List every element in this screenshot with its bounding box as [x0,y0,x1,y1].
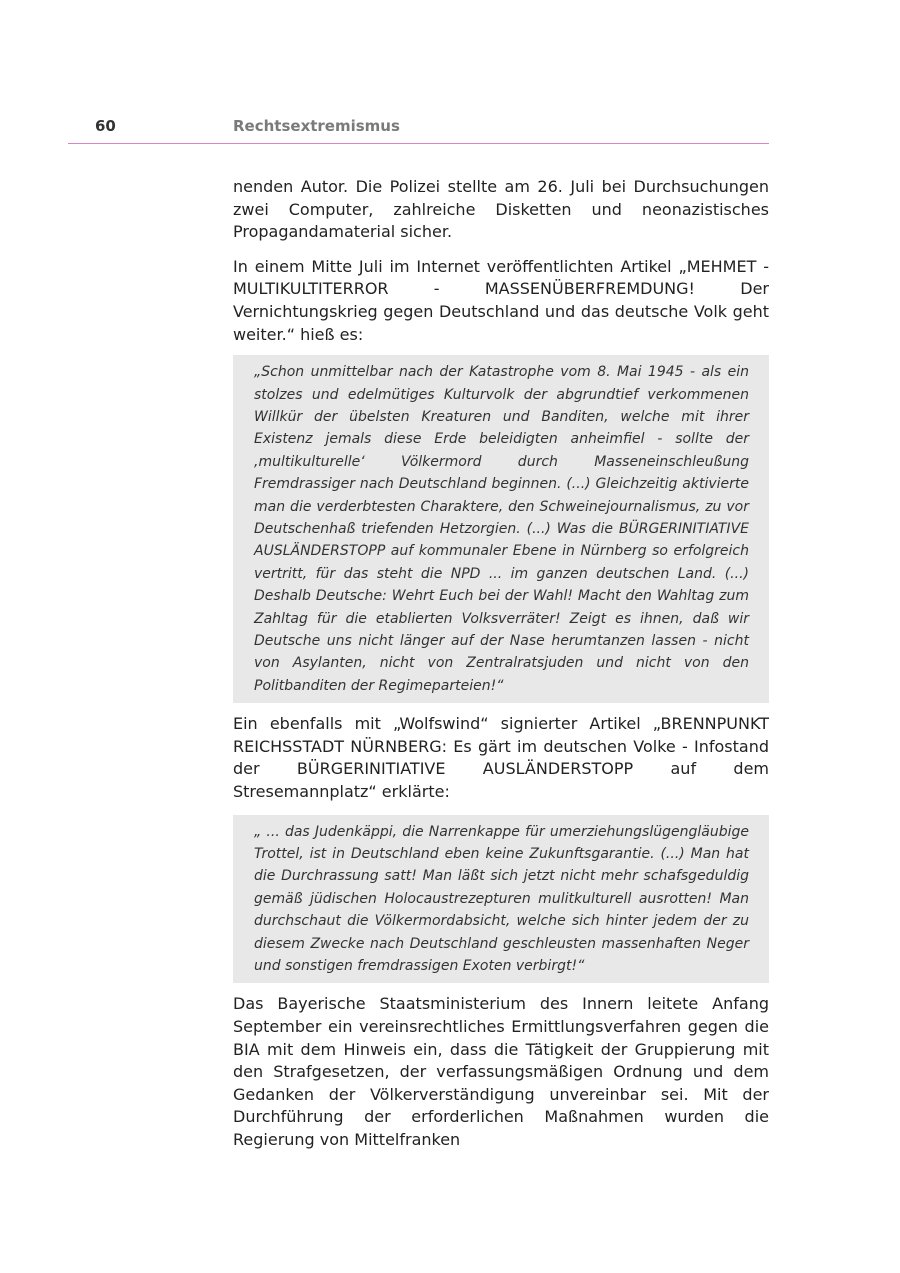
page-content [233,176,769,1152]
body-paragraph-2: In einem Mitte Juli im Internet veröffentlichten Artikel „MEHMET - MULTIKULTITERROR - MASSENÜBERFREMDUNG! Der Vernichtungskrieg gegen Deutschland und das deutsche Volk geht weiter.“ hieß es: [233,256,769,344]
block-quote-2-text: „ ... das Judenkäppi, die Narrenkappe für umerziehungslügengläubige Trottel, ist in Deutschland eben keine Zukunftsgarantie. (...) Man hat die Durchrassung satt! Man läßt sich jetzt nicht mehr schafsgeduldig gemäß jüdischen Holocaustrezepturen mulitkulturell ausrotten! Man durchschaut die Völkermordabsicht, welche sich hinter jedem der zu diesem Zwecke nach Deutschland geschleusten massenhaften Neger und sonstigen fremdrassigen Exoten verbirgt!“ [254,823,749,975]
block-quote-1-text: „Schon unmittelbar nach der Katastrophe vom 8. Mai 1945 - als ein stolzes und edelmütiges Kulturvolk der abgrundtief verkommenen Willkür der übelsten Kreaturen und Banditen, welche mit ihrer Existenz jemals diese Erde beleidigten anheimfiel - sollte der ‚multikulturelle‘ Völkermord durch Masseneinschleußung Fremdrassiger nach Deutschland beginnen. (...) Gleichzeitig aktivierte man die verderbtesten Charaktere, den Schweinejournalismus, zu vor Deutschenhaß triefenden Hetzorgien. (...) Was die BÜRGERINITIATIVE AUSLÄNDERSTOPP auf kommunaler Ebene in Nürnberg so erfolgreich vertritt, für das steht die NPD ... im ganzen deutschen Land. (...) Deshalb Deutsche: Wehrt Euch bei der Wahl! Macht den Wahltag zum Zahltag für die etablierten Volksverräter! Zeigt es ihnen, daß wir Deutsche uns nicht länger auf der Nase herumtanzen lassen - nicht von Asylanten, nicht von Zentralratsjuden und nicht von den Politbanditen der Regimeparteien!“ [254,364,749,694]
block-quote-2 [233,815,769,984]
body-paragraph-4: Das Bayerische Staatsministerium des Innern leitete Anfang September ein vereinsrechtliches Ermittlungsverfahren gegen die BIA mit dem Hinweis ein, dass die Tätigkeit der Gruppierung mit den Strafgesetzen, der verfassungsmäßigen Ordnung und dem Gedanken der Völkerverständigung unvereinbar sei. Mit der Durchführung der erforderlichen Maßnahmen wurden die Regierung von Mittelfranken [233,994,769,1150]
page-header [68,117,769,144]
running-title: Rechtsextremismus [233,117,400,135]
body-paragraph-1: nenden Autor. Die Polizei stellte am 26. Juli bei Durchsuchungen zwei Computer, zahlreiche Disketten und neonazistisches Propagandamaterial sicher. [233,177,769,242]
block-quote-1 [233,355,769,703]
body-paragraph-3: Ein ebenfalls mit „Wolfswind“ signierter Artikel „BRENNPUNKT REICHSSTADT NÜRNBERG: Es gärt im deutschen Volke - Infostand der BÜRGERINITIATIVE AUSLÄNDERSTOPP auf dem Stresemannplatz“ erklärte: [233,714,769,802]
page-number: 60 [95,117,116,135]
